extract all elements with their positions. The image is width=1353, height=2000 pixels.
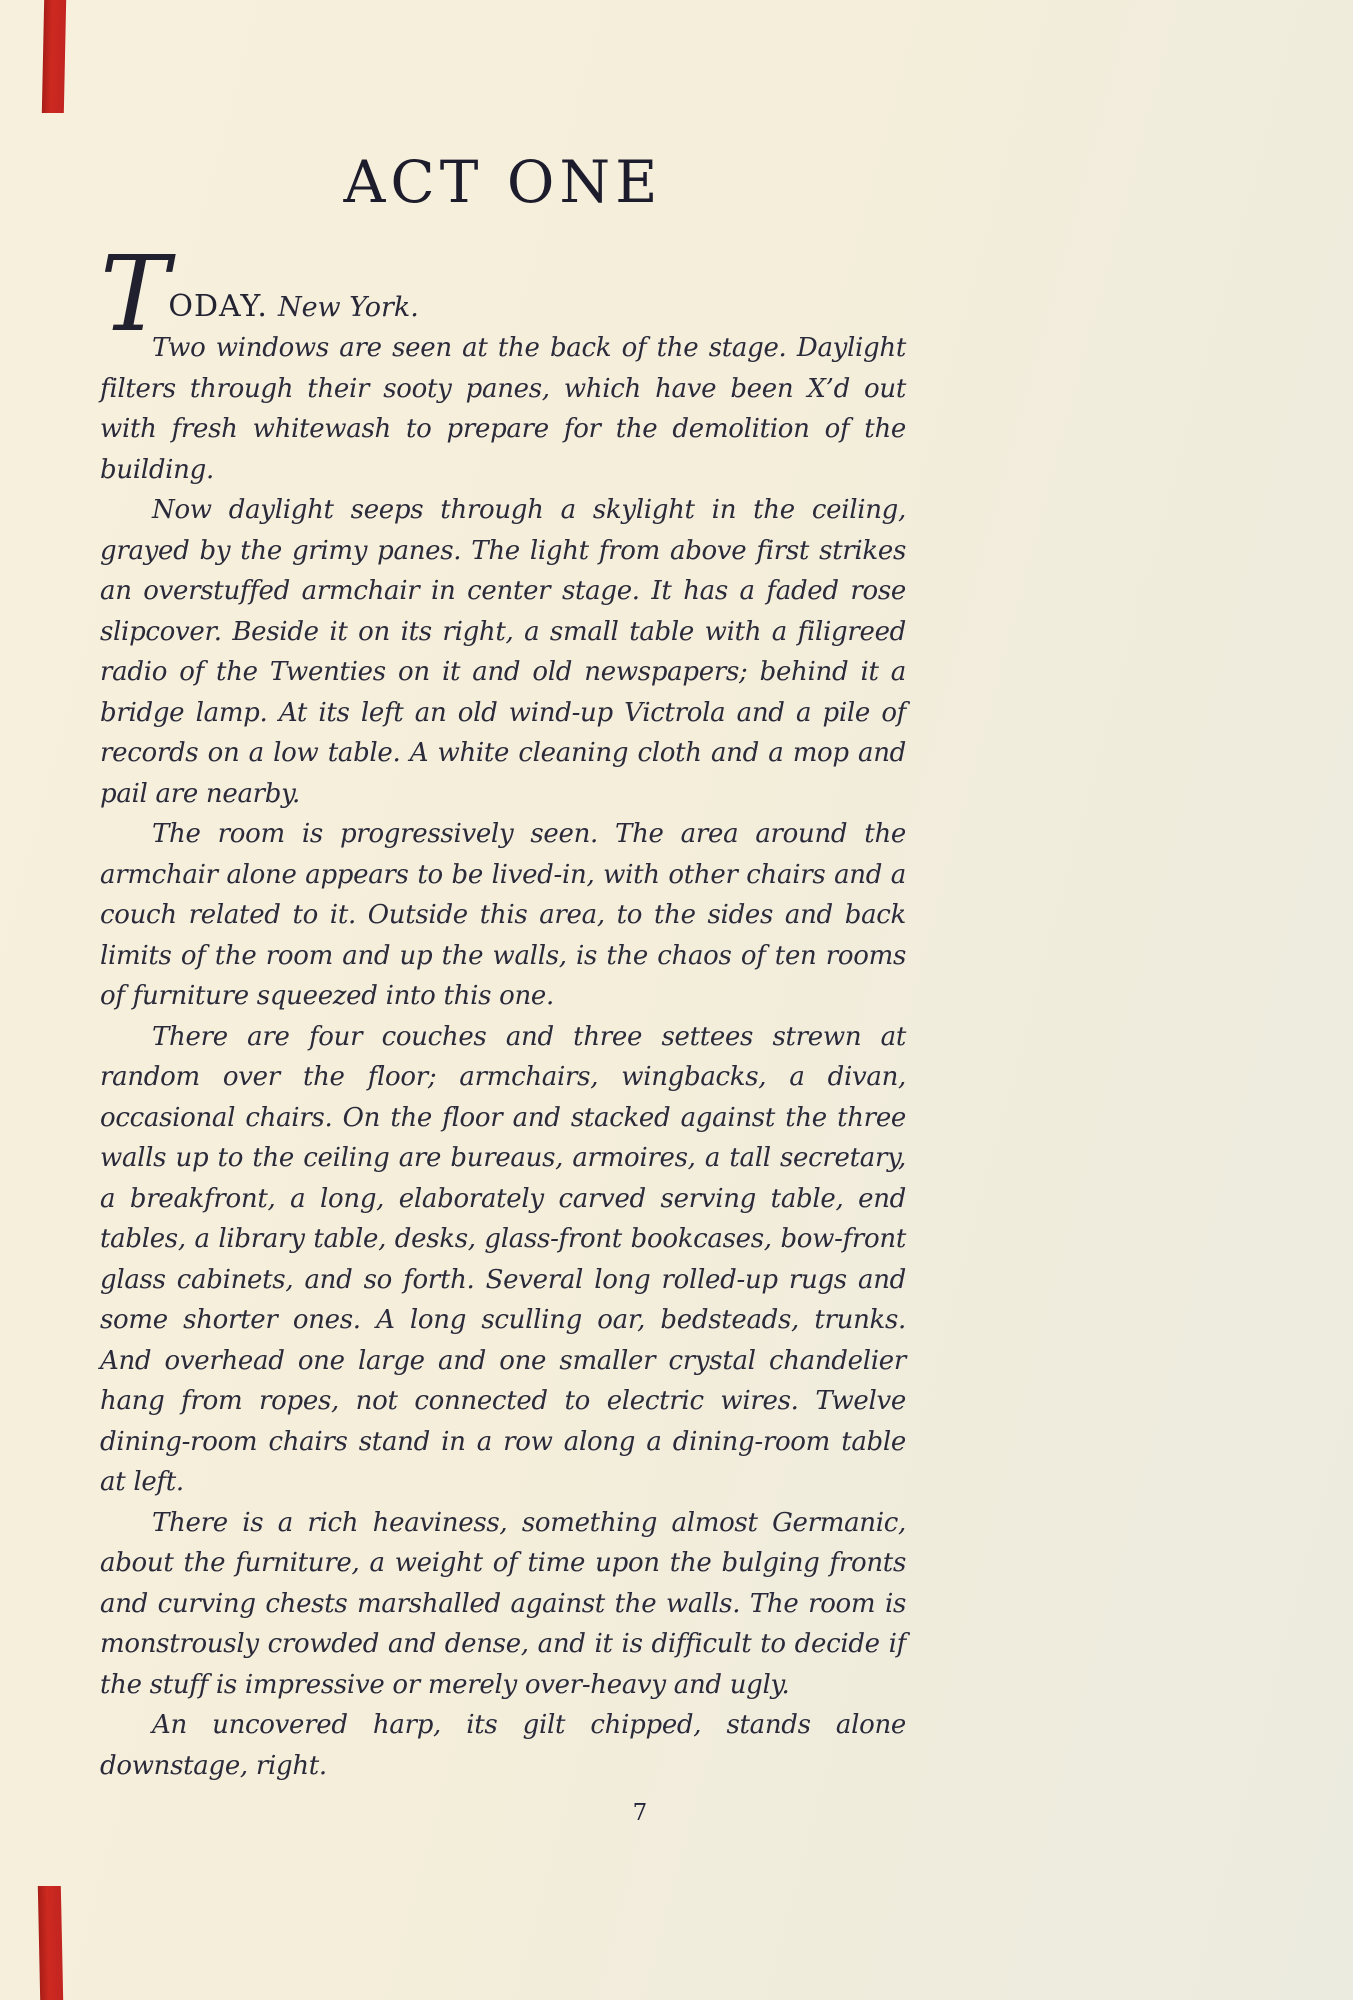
opening-location: New York. [277, 292, 419, 323]
page-number: 7 [632, 1800, 648, 1826]
scan-backdrop-strip-top [42, 0, 66, 113]
stage-direction-paragraph: The room is progressively seen. The area around the armchair alone appears to be lived-in, with other chairs and a couch related to it. Outside this area, to the sides and back limits of the room and up the walls, is the chaos of ten rooms of furniture squeezed into this one. [100, 819, 906, 1011]
text-block [100, 138, 906, 1786]
stage-direction-paragraph: Two windows are seen at the back of the stage. Daylight filters through their sooty panes, which have been X’d out with fresh whitewash to prepare for the demolition of the building. [100, 333, 906, 485]
act-title: ACT ONE [343, 148, 663, 216]
opening-caps: ODAY. [168, 289, 268, 324]
opening-line: TODAY. New York. [100, 233, 419, 355]
stage-direction-paragraph: Now daylight seeps through a skylight in the ceiling, grayed by the grimy panes. The light from above first strikes an overstuffed armchair in center stage. It has a faded rose slipcover. Beside it on its right, a small table with a filigreed radio of the Twenties on it and old newspapers; behind it a bridge lamp. At its left an old wind-up Victrola and a pile of records on a low table. A white cleaning cloth and a mop and pail are nearby. [100, 495, 906, 809]
scan-backdrop-strip-bottom [38, 1886, 63, 2000]
stage-direction-paragraph: There are four couches and three settees strewn at random over the floor; armchairs, wingbacks, a divan, occasional chairs. On the floor and stacked against the three walls up to the ceiling are bureaus, armoires, a tall secretary, a breakfront, a long, elaborately carved serving table, end tables, a library table, desks, glass-front bookcases, bow-front glass cabinets, and so forth. Several long rolled-up rugs and some shorter ones. A long sculling oar, bedsteads, trunks. And overhead one large and one smaller crystal chandelier hang from ropes, not connected to electric wires. Twelve dining-room chairs stand in a row along a dining-room table at left. [100, 1021, 906, 1497]
stage-direction-paragraph: An uncovered harp, its gilt chipped, stands alone downstage, right. [100, 1710, 906, 1781]
stage-direction-paragraph: There is a rich heaviness, something almost Germanic, about the furniture, a weight of time upon the bulging fronts and curving chests marshalled against the walls. The room is monstrously crowded and dense, and it is difficult to decide if the stuff is impressive or merely over-heavy and ugly. [100, 1507, 906, 1700]
